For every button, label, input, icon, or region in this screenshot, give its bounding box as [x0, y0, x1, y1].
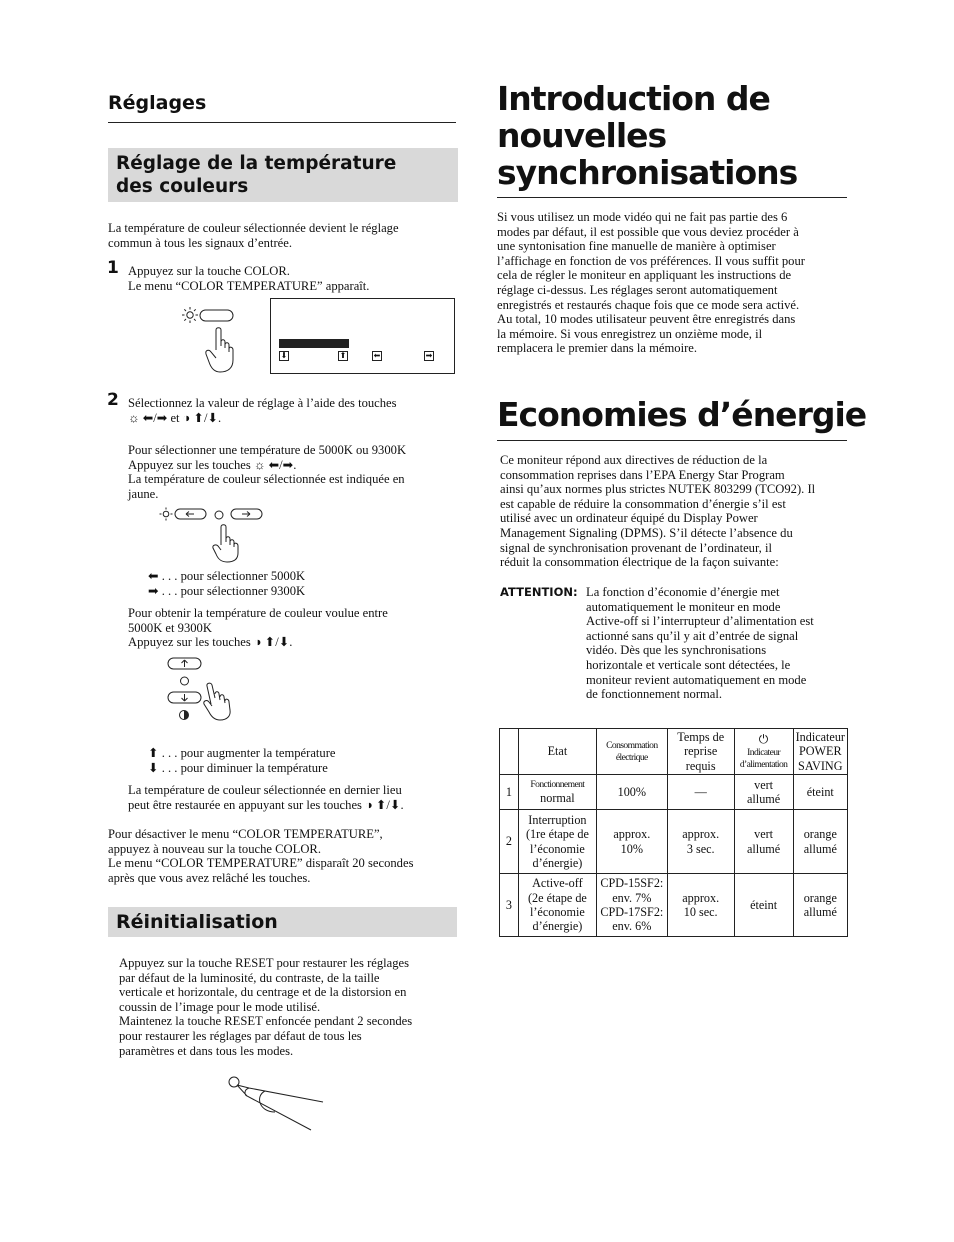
subsection-title-line: Réglage de la température: [116, 153, 397, 174]
pointing-hand-icon: [204, 683, 230, 720]
text-line: est capable de réduire la consommation d’énergie s’il est: [500, 496, 786, 511]
text-line: Le menu “COLOR TEMPERATURE” disparaît 20 secondes: [108, 856, 414, 871]
page-title-new-synchronisations: [497, 80, 797, 191]
text-line: Appuyez sur les touches ◑ ⬆/⬇.: [128, 635, 293, 650]
section-divider: [108, 122, 456, 123]
title-line: Introduction de: [497, 79, 770, 118]
restore-text: [128, 783, 404, 812]
header-cell: [518, 729, 596, 775]
text-line: Management Signaling (DPMS). S’il détecte l’absence du: [500, 525, 793, 540]
header-cell: [596, 729, 667, 775]
text-line: jaune.: [128, 486, 159, 501]
title-divider: [497, 197, 847, 198]
text-line: une syntonisation fine manuelle de manière à optimiser: [497, 239, 776, 254]
text-line: La fonction d’économie d’énergie met: [586, 585, 780, 599]
table-cell: [667, 810, 734, 874]
cell-text: allumé: [803, 905, 837, 919]
table-row: [500, 874, 848, 937]
cell-text: 3 sec.: [686, 841, 715, 856]
step1-text: [128, 264, 369, 293]
attention-text: [586, 585, 814, 702]
osd-level-bar: [279, 339, 349, 348]
text-line: paramètres et dans tous les modes.: [119, 1043, 294, 1058]
header-cell: [734, 729, 793, 775]
synchronisation-paragraph: [497, 210, 805, 356]
power-saving-table: [499, 728, 848, 937]
text-line: Le menu “COLOR TEMPERATURE” apparaît.: [128, 278, 370, 293]
text-line: appuyez à nouveau sur la touche COLOR.: [108, 841, 321, 856]
cell-text: Etat: [547, 744, 568, 759]
table-cell: [518, 775, 596, 810]
text-line: après que vous avez relâché les touches.: [108, 870, 311, 885]
text-line: Au total, 10 modes utilisateur peuvent être enregistrés dans: [497, 312, 796, 327]
header-cell: [500, 729, 519, 775]
table-cell: 1: [500, 775, 519, 810]
attention-label: ATTENTION:: [500, 585, 578, 599]
text-line: ⬇ . . . pour diminuer la température: [148, 760, 328, 775]
table-cell: [734, 775, 793, 810]
table-cell: [518, 874, 596, 937]
pen-icon: [237, 1085, 323, 1130]
text-line: actionné sans qu’il y ait d’entrée de signal: [586, 628, 799, 643]
cell-text: 10%: [620, 841, 643, 856]
page-title-energy-saving: Economies d’énergie: [497, 395, 867, 434]
cell-text: électrique: [615, 751, 648, 763]
cell-text: reprise: [684, 744, 718, 759]
table-cell: 2: [500, 810, 519, 874]
text-line: l’affichage en fonction de vos préférences. Il vous suffit pour: [497, 253, 805, 268]
text-line: Appuyez sur les touches ☼ ⬅/➡.: [128, 457, 297, 472]
text-line: 5000K et 9300K: [128, 620, 212, 635]
text-line: ➡ . . . pour sélectionner 9300K: [148, 583, 306, 598]
text-line: automatiquement le moniteur en mode: [586, 599, 781, 614]
cell-text: approx.: [682, 827, 720, 842]
subsection-title-line: des couleurs: [116, 176, 249, 197]
table-cell: éteint: [793, 775, 847, 810]
up-down-buttons-illustration: [165, 656, 240, 724]
text-line: remplacera le premier dans la mémoire.: [497, 341, 697, 356]
text-line: réglage ci-dessus. Les réglages seront automatiquement: [497, 282, 778, 297]
text-line: peut être restaurée en appuyant sur les touches ◑ ⬆/⬇.: [128, 797, 404, 812]
text-line: ainsi qu’aux normes plus strictes NUTEK 803299 (TCO92). Il: [500, 482, 816, 497]
cell-text: (1re étape de: [525, 827, 589, 842]
osd-menu-illustration: [270, 298, 455, 374]
power-icon: ⏻: [758, 732, 769, 747]
osd-level-fill: [280, 340, 348, 347]
center-dot-shape: [181, 677, 189, 685]
deactivate-menu-text: [108, 827, 413, 885]
table-cell: éteint: [734, 874, 793, 937]
text-line: ⬆ . . . pour augmenter la température: [148, 746, 336, 760]
cell-text: (2e étape de: [527, 890, 587, 905]
cell-text: l’économie: [529, 841, 585, 856]
up-arrow-icon: ⬆: [339, 351, 347, 360]
contrast-icon: [180, 711, 189, 720]
arrow-legend-5000-9300: [148, 569, 305, 598]
title-line: nouvelles: [497, 116, 667, 155]
title-divider: [497, 440, 847, 441]
text-line: verticale et horizontale, du centrage et de la distorsion en: [119, 985, 407, 1000]
text-line: La température de couleur sélectionnée devient le réglage: [108, 221, 399, 235]
right-arrow-icon: ➡: [425, 351, 433, 360]
text-line: horizontale et verticale sont détectées, le: [586, 657, 791, 672]
cell-text: Indicateur: [795, 729, 845, 744]
text-line: La température de couleur sélectionnée est indiquée en: [128, 472, 405, 487]
cell-text: approx.: [682, 890, 720, 905]
left-arrow-icon: ⬅: [373, 351, 381, 360]
reset-pen-illustration: [225, 1072, 330, 1137]
text-line: Pour sélectionner une température de 5000K ou 9300K: [128, 443, 407, 457]
text-line: Si vous utilisez un mode vidéo qui ne fait pas partie des 6: [497, 210, 788, 224]
center-dot-shape: [215, 511, 223, 519]
text-line: pour restaurer les réglages par défaut de tous les: [119, 1028, 362, 1043]
table-cell: [734, 810, 793, 874]
cell-text: vert: [754, 827, 774, 842]
text-line: Sélectionnez la valeur de réglage à l’aide des touches: [128, 396, 397, 410]
table-header-row: [500, 729, 848, 775]
cell-text: CPD-17SF2:: [600, 905, 664, 919]
cell-text: orange: [803, 890, 837, 905]
arrow-legend-up-down: [148, 746, 336, 775]
intro-text: [108, 221, 399, 250]
text-line: de fonctionnement normal.: [586, 687, 723, 702]
text-line: Active-off si l’interrupteur d’alimentation est: [586, 614, 814, 629]
text-line: Maintenez la touche RESET enfoncée pendant 2 secondes: [119, 1014, 413, 1029]
cell-text: Interruption: [528, 812, 587, 827]
text-line: coussin de l’image pour le mode utilisé.: [119, 999, 321, 1014]
left-right-buttons-illustration: [158, 505, 268, 565]
cell-text: env. 7%: [612, 890, 652, 905]
cell-text: CPD-15SF2:: [600, 876, 664, 891]
section-title: Réglages: [108, 92, 207, 114]
table-cell: 3: [500, 874, 519, 937]
text-line: Appuyez sur la touche RESET pour restaurer les réglages: [119, 956, 410, 970]
table-cell: —: [667, 775, 734, 810]
cell-text: l’économie: [529, 905, 585, 919]
cell-text: allumé: [803, 841, 837, 856]
text-line: ☼ ⬅/➡ et ◑ ⬆/⬇.: [128, 410, 222, 425]
table-row: [500, 775, 848, 810]
table-cell: [596, 874, 667, 937]
title-line: synchronisations: [497, 153, 798, 192]
subsection-color-temperature-header: [108, 148, 458, 202]
cell-text: POWER: [798, 744, 842, 759]
cell-text: d’énergie): [532, 919, 583, 934]
pointing-hand-icon: [206, 328, 233, 372]
sun-icon: [182, 307, 198, 323]
cell-text: vert: [754, 777, 774, 792]
sun-icon: [160, 508, 173, 521]
text-line: commun à tous les signaux d’entrée.: [108, 235, 292, 250]
table-cell: [667, 874, 734, 937]
table-cell: [793, 874, 847, 937]
text-line: ⬅ . . . pour sélectionner 5000K: [148, 569, 306, 583]
text-line: La température de couleur sélectionnée en dernier lieu: [128, 783, 402, 797]
text-line: réduit la consommation électrique de la façon suivante:: [500, 555, 779, 570]
cell-text: d’énergie): [532, 855, 583, 870]
cell-text: env. 6%: [612, 919, 652, 934]
table-row: [500, 810, 848, 874]
cell-text: orange: [803, 827, 837, 842]
text-line: utilisé avec un ordinateur équipé du Display Power: [500, 511, 758, 526]
cell-text: Indicateur: [747, 746, 781, 758]
text-line: Ce moniteur répond aux directives de réduction de la: [500, 453, 768, 467]
text-line: signal de synchronisation provenant de l’ordinateur, il: [500, 540, 772, 555]
text-line: cela de régler le moniteur en appliquant les instructions de: [497, 268, 792, 283]
cell-text: allumé: [747, 792, 781, 806]
color-button-illustration: [180, 302, 240, 374]
text-line: modes par défaut, il est possible que vous deviez procéder à: [497, 224, 799, 239]
energy-paragraph: [500, 453, 815, 570]
text-line: Pour désactiver le menu “COLOR TEMPERATURE”,: [108, 827, 383, 841]
table-cell: [793, 810, 847, 874]
text-line: par défaut de la luminosité, du contraste, de la taille: [119, 970, 380, 985]
cell-text: 10 sec.: [683, 905, 718, 919]
text-line: enregistrés et restaurés chaque fois que ce mode sera activé.: [497, 297, 800, 312]
text-line: moniteur revient automatiquement en mode: [586, 672, 807, 687]
color-button-shape: [200, 310, 233, 321]
cell-text: Consommation: [606, 739, 658, 751]
cell-text: allumé: [747, 841, 781, 856]
cell-text: d’alimentation: [739, 758, 788, 770]
header-cell: [667, 729, 734, 775]
cell-text: normal: [540, 790, 575, 805]
text-line: Appuyez sur la touche COLOR.: [128, 264, 290, 278]
cell-text: Temps de: [677, 729, 725, 744]
table-cell: [518, 810, 596, 874]
temperature-select-text: [128, 443, 406, 501]
step-number: 1: [107, 258, 119, 278]
step2-text: [128, 396, 397, 425]
text-line: vidéo. Dès que les synchronisations: [586, 643, 767, 658]
table-cell: [596, 810, 667, 874]
cell-text: requis: [685, 758, 716, 773]
subsection-reset-header: [108, 907, 457, 937]
table-cell: 100%: [596, 775, 667, 810]
pointing-hand-icon: [213, 525, 238, 562]
cell-text: SAVING: [798, 758, 843, 773]
text-line: la mémoire. Si vous enregistrez un onzième mode, il: [497, 326, 763, 341]
text-line: Pour obtenir la température de couleur voulue entre: [128, 606, 388, 620]
reset-text: [119, 956, 412, 1058]
subsection-title: Réinitialisation: [116, 911, 278, 933]
cell-text: approx.: [613, 827, 651, 842]
step-number: 2: [107, 390, 119, 410]
cell-text: Fonctionnement: [530, 778, 585, 790]
cell-text: Active-off: [532, 876, 583, 891]
down-arrow-icon: ⬇: [280, 351, 288, 360]
intermediate-temperature-text: [128, 606, 388, 650]
header-cell: [793, 729, 847, 775]
text-line: consommation reprises dans l’EPA Energy Star Program: [500, 467, 785, 482]
